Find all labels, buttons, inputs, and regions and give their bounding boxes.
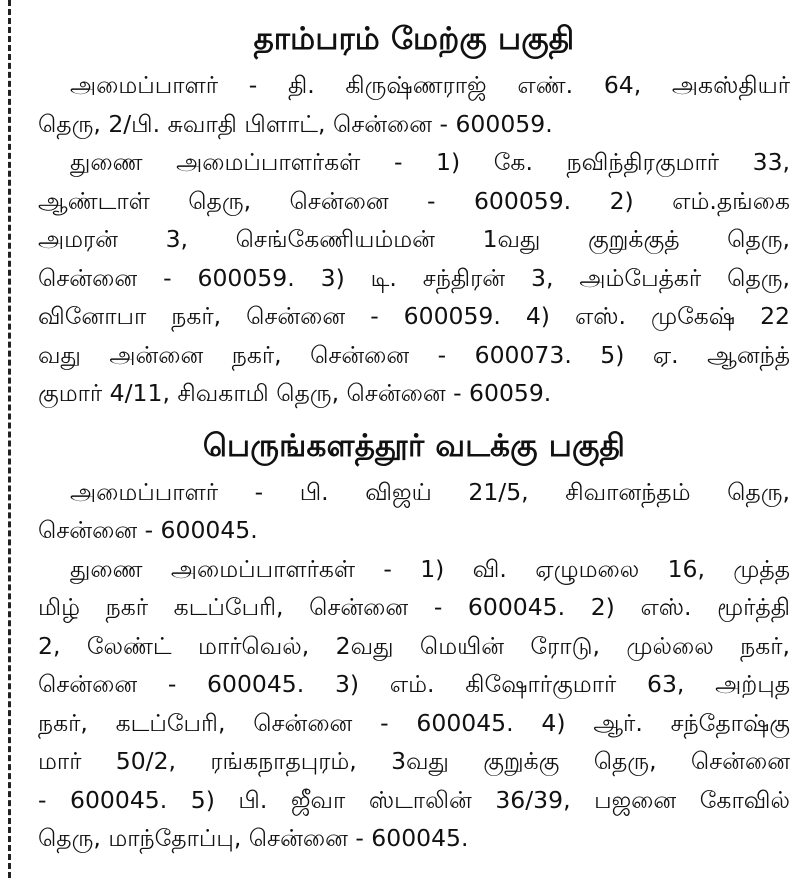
document-body — [38, 12, 790, 858]
text-line: குமார் 4/11, சிவகாமி தெரு, சென்னை - 60059. — [38, 379, 552, 407]
paragraph-deputy-organizers — [38, 143, 790, 413]
text-line: மிழ் நகர் கடப்பேரி, சென்னை - 600045. 2) எஸ். மூர்த்தி — [38, 593, 790, 621]
text-line: சென்னை - 600045. — [38, 516, 258, 544]
text-line: வினோபா நகர், சென்னை - 600059. 4) எஸ். முகேஷ் 22 — [38, 302, 790, 330]
section-tambaram-west — [38, 12, 790, 413]
paragraph-organizer — [38, 473, 790, 550]
text-line: ஆண்டாள் தெரு, சென்னை - 600059. 2) எம்.தங்கை — [38, 186, 790, 215]
text-line: 2, லேண்ட் மார்வெல், 2வது மெயின் ரோடு, முல்லை நகர், — [38, 631, 790, 660]
text-line: வது அன்னை நகர், சென்னை - 600073. 5) ஏ. ஆனந்த் — [38, 340, 790, 369]
text-line: சென்னை - 600059. 3) டி. சந்திரன் 3, அம்பேத்கர் தெரு, — [38, 263, 790, 292]
text-line: துணை அமைப்பாளர்கள் - 1) கே. நவிந்திரகுமார் 33, — [70, 148, 790, 176]
text-line: - 600045. 5) பி. ஜீவா ஸ்டாலின் 36/39, பஜனை கோவில் — [38, 785, 790, 814]
section-heading: பெருங்களத்தூர் வடக்கு பகுதி — [202, 427, 626, 464]
paragraph-deputy-organizers — [38, 550, 790, 858]
text-line: அமைப்பாளர் - பி. விஜய் 21/5, சிவானந்தம் தெரு, — [70, 477, 790, 506]
text-line: சென்னை - 600045. 3) எம். கிஷோர்குமார் 63, அற்புத — [38, 670, 790, 698]
text-line: தெரு, 2/பி. சுவாதி பிளாட், சென்னை - 600059. — [38, 109, 553, 138]
text-line: தெரு, மாந்தோப்பு, சென்னை - 600045. — [38, 824, 469, 852]
text-line: அமரன் 3, செங்கேணியம்மன் 1வது குறுக்குத் தெரு, — [38, 225, 790, 253]
paragraph-organizer — [38, 66, 790, 143]
section-perungalathur-north — [38, 419, 790, 858]
text-line: துணை அமைப்பாளர்கள் - 1) வி. ஏழுமலை 16, முத்த — [70, 554, 790, 583]
text-line: அமைப்பாளர் - தி. கிருஷ்ணராஜ் எண். 64, அகஸ்தியர் — [70, 71, 790, 99]
section-heading: தாம்பரம் மேற்கு பகுதி — [253, 21, 575, 57]
text-line: மார் 50/2, ரங்கநாதபுரம், 3வது குறுக்கு தெரு, சென்னை — [38, 747, 790, 775]
text-line: நகர், கடப்பேரி, சென்னை - 600045. 4) ஆர். சந்தோஷ்கு — [38, 708, 790, 737]
page-dashed-border — [8, 0, 11, 878]
